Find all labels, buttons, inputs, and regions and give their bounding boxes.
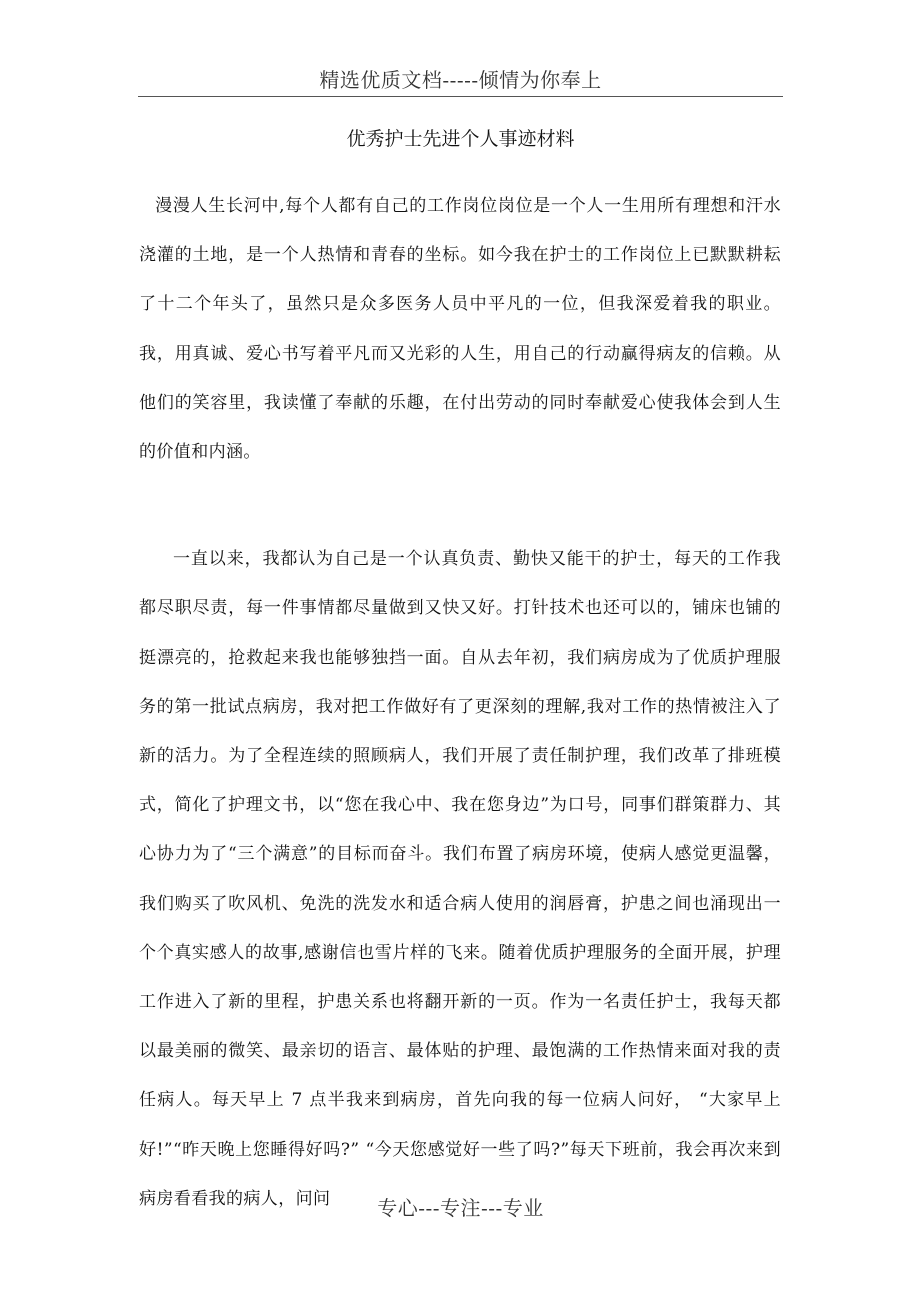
paragraph-1: 漫漫人生长河中,每个人都有自己的工作岗位岗位是一个人一生用所有理想和汗水浇灌的土地，是一个人热情和青春的坐标。如今我在护士的工作岗位上已默默耕耘了十二个年头了，虽然只是众多医务人员中平凡的一位，但我深爱着我的职业。我，用真诚、爱心书写着平凡而又光彩的人生，用自己的行动赢得病友的信赖。从他们的笑容里，我读懂了奉献的乐趣，在付出劳动的同时奉献爱心使我体会到人生的价值和内涵。 (139, 196, 781, 463)
page-footer: 专心---专注---专业 (377, 1196, 544, 1220)
document-title: 优秀护士先进个人事迹材料 (346, 128, 575, 150)
page-header: 精选优质文档-----倾情为你奉上 (319, 68, 602, 92)
document-body (139, 182, 781, 1224)
paragraph-2: 一直以来，我都认为自己是一个认真负责、勤快又能干的护士，每天的工作我都尽职尽责，每一件事情都尽量做到又快又好。打针技术也还可以的，铺床也铺的挺漂亮的，抢救起来我也能够独挡一面。自从去年初，我们病房成为了优质护理服务的第一批试点病房，我对把工作做好有了更深刻的理解,我对工作的热情被注入了新的活力。为了全程连续的照顾病人，我们开展了责任制护理，我们改革了排班模式，简化了护理文书，以“您在我心中、我在您身边”为口号，同事们群策群力、其心协力为了“三个满意”的目标而奋斗。我们布置了病房环境，使病人感觉更温馨，我们购买了吹风机、免洗的洗发水和适合病人使用的润唇膏，护患之间也涌现出一个个真实感人的故事,感谢信也雪片样的飞来。随着优质护理服务的全面开展，护理工作进入了新的里程，护患关系也将翻开新的一页。作为一名责任护士，我每天都以最美丽的微笑、最亲切的语言、最体贴的护理、最饱满的工作热情来面对我的责任病人。每天早上 7 点半我来到病房，首先向我的每一位病人问好， “大家早上好!”“昨天晚上您睡得好吗?” “今天您感觉好一些了吗?”每天下班前，我会再次来到病房看看我的病人，问问 (139, 549, 781, 1209)
header-divider (138, 96, 783, 97)
